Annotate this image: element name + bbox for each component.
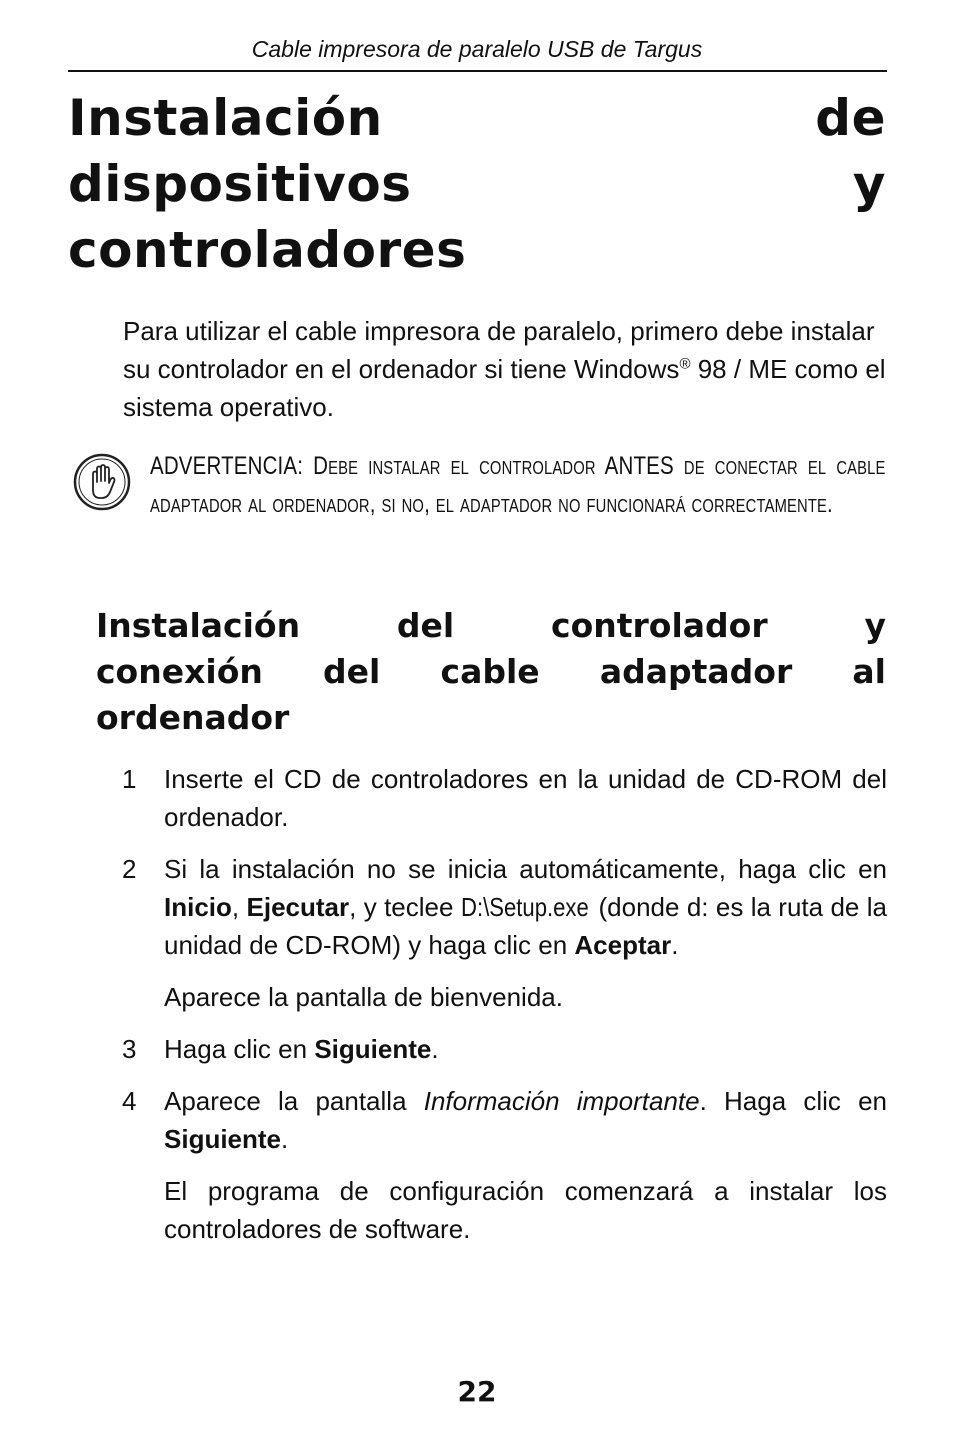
page-number: 22 <box>457 1375 497 1408</box>
step-text: Aparece la pantalla <box>164 1086 424 1116</box>
step-text: Inserte el CD de controladores en la unidad de CD-ROM del ordenador. <box>164 764 887 832</box>
warning-text: ADVERTENCIA: Debe instalar el controlador ANTES de conectar el cable adaptador al ordenador, si no, el adaptador no funcionará correctamente. <box>150 452 886 518</box>
button-name: Siguiente <box>164 1124 282 1154</box>
heading-word: ordenador <box>96 698 290 737</box>
header-rule <box>68 70 887 72</box>
title-word: Instalación <box>68 89 383 147</box>
screen-name: Información importante <box>423 1086 700 1116</box>
step-number: 4 <box>122 1086 137 1116</box>
step-number: 3 <box>122 1034 137 1064</box>
step-text: . Haga clic en <box>699 1086 888 1116</box>
registered-mark: ® <box>679 355 691 373</box>
running-header: Cable impresora de paralelo USB de Targus <box>251 36 703 62</box>
list-item <box>122 760 887 836</box>
page-title <box>68 85 886 283</box>
list-item <box>122 1030 887 1068</box>
heading-line-2 <box>96 649 886 695</box>
list-item <box>122 850 887 964</box>
command-text: D:\Setup.exe <box>460 892 589 922</box>
step-note: El programa de configuración comenzará a instalar los controladores de software. <box>164 1176 887 1244</box>
intro-text: Para utilizar el cable impresora de paralelo, primero debe instalar su controlador en el ordenador si tiene Windows <box>123 316 875 384</box>
title-line-1 <box>68 85 886 151</box>
step-text: , <box>231 892 247 922</box>
step-text: . <box>431 1034 439 1064</box>
heading-word: controlador <box>551 606 768 645</box>
heading-word: del <box>323 652 381 691</box>
title-word: dispositivos <box>68 155 412 213</box>
section-heading <box>96 603 886 741</box>
hand-stop-icon <box>72 452 132 512</box>
title-line-2 <box>68 151 886 217</box>
step-text: , y teclee <box>349 892 461 922</box>
title-word: y <box>852 155 886 213</box>
step-text: (donde d: es la ruta de la unidad de CD-ROM) y haga clic en <box>164 892 887 960</box>
button-name: Aceptar <box>574 930 672 960</box>
heading-line-3 <box>96 695 886 741</box>
heading-word: al <box>852 652 886 691</box>
heading-word: cable <box>440 652 540 691</box>
step-text: . <box>671 930 679 960</box>
title-word: controladores <box>68 221 467 279</box>
step-text: Si la instalación no se inicia automáticamente, haga clic en <box>164 854 887 884</box>
heading-word: conexión <box>96 652 263 691</box>
steps-list <box>122 760 887 1248</box>
title-line-3 <box>68 217 886 283</box>
heading-word: del <box>396 606 455 645</box>
heading-word: y <box>864 606 886 645</box>
step-text: Haga clic en <box>164 1034 315 1064</box>
title-word: de <box>815 89 886 147</box>
intro-paragraph <box>123 312 888 426</box>
menu-name: Inicio <box>164 892 232 922</box>
heading-line-1 <box>96 603 886 649</box>
menu-name: Ejecutar <box>246 892 350 922</box>
list-item <box>122 1082 887 1158</box>
button-name: Siguiente <box>314 1034 432 1064</box>
heading-word: Instalación <box>96 606 301 645</box>
intro-text-end: 98 / ME como el sistema operativo. <box>123 354 886 422</box>
step-note: Aparece la pantalla de bienvenida. <box>164 982 563 1012</box>
step-text: . <box>281 1124 289 1154</box>
step-number: 2 <box>122 854 137 884</box>
step-number: 1 <box>122 764 137 794</box>
heading-word: adaptador <box>599 652 793 691</box>
